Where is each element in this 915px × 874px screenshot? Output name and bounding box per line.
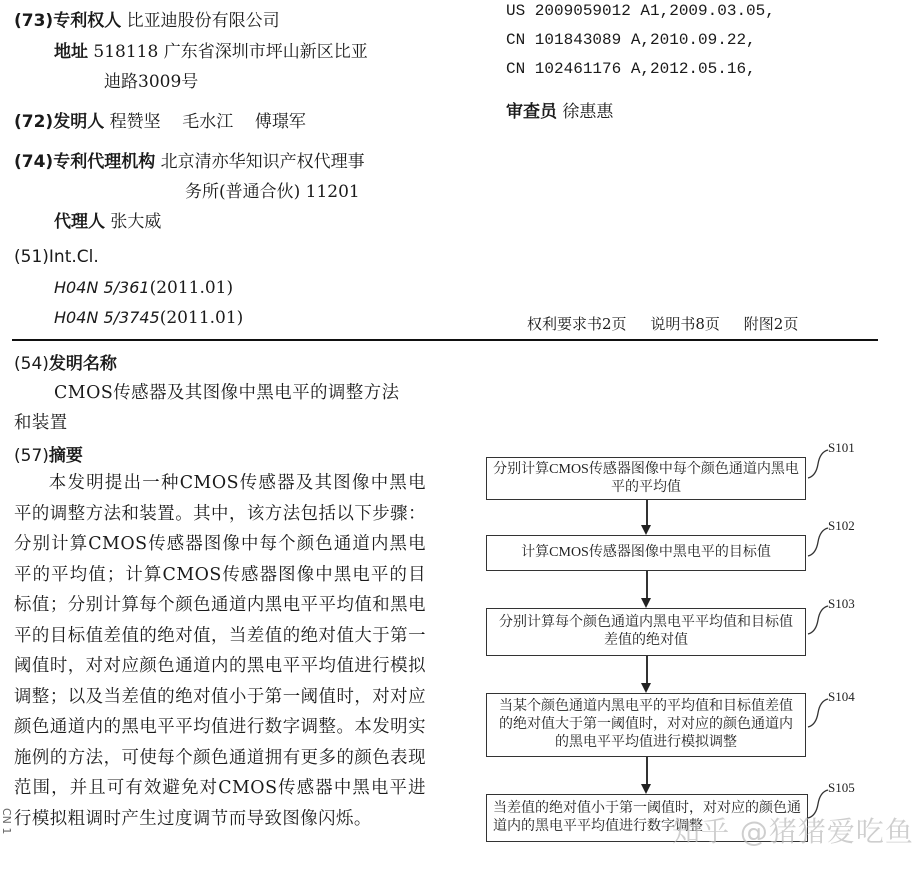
- flow-arrow-line: [646, 656, 648, 683]
- step-label-s102: S102: [828, 518, 855, 533]
- claims-pages: 权利要求书2页: [527, 315, 627, 333]
- title-heading: [14, 349, 117, 374]
- agent-label: 代理人: [54, 212, 105, 232]
- agent-row: [54, 207, 161, 232]
- intcl-date: (2011.01): [159, 308, 244, 328]
- examiner-row: [506, 97, 613, 122]
- abstract-code: (57): [14, 446, 49, 466]
- description-pages: 说明书8页: [650, 315, 720, 333]
- flow-step-s105: 当差值的绝对值小于第一阈值时，对对应的颜色通道内的黑电平平均值进行数字调整: [486, 794, 808, 842]
- reference-item: US 2009059012 A1,2009.03.05,: [506, 2, 775, 20]
- intcl-date: (2011.01): [149, 278, 234, 298]
- agency-row: [14, 147, 365, 172]
- abstract-heading: [14, 441, 83, 466]
- intcl-class: H04N 5/361: [54, 278, 150, 297]
- flow-step-s104: 当某个颜色通道内黑电平的平均值和目标值差值的绝对值大于第一阈值时，对对应的颜色通道内的黑电平平均值进行模拟调整: [486, 693, 806, 757]
- flow-step-s101: 分别计算CMOS传感器图像中每个颜色通道内黑电平的平均值: [486, 457, 806, 500]
- intcl-class: H04N 5/3745: [54, 308, 160, 327]
- inventor-name: 傅璟军: [254, 112, 306, 132]
- watermark: 知乎 @猪猪爱吃鱼: [672, 815, 914, 848]
- flow-arrow-line: [646, 757, 648, 784]
- address-row: [54, 37, 368, 62]
- agent-name: 张大威: [110, 212, 162, 232]
- agency-code: (74): [14, 152, 54, 172]
- title-label: 发明名称: [48, 354, 117, 374]
- drawings-pages: 附图2页: [743, 315, 799, 333]
- inventor-name: 程赞坚: [109, 112, 161, 132]
- address-label: 地址: [54, 42, 88, 62]
- intcl-row: [14, 247, 99, 267]
- inventor-name: 毛水江: [182, 112, 234, 132]
- inventors-row: [14, 107, 306, 132]
- address-line2: 迪路3009号: [104, 72, 199, 92]
- section-divider: [12, 339, 878, 341]
- arrow-down-icon: [641, 525, 651, 535]
- reference-item: CN 102461176 A,2012.05.16,: [506, 60, 756, 78]
- agency-label: 专利代理机构: [53, 152, 156, 172]
- title-code: (54): [14, 354, 49, 374]
- intcl-entry: [54, 308, 243, 328]
- bracket-connector-icon: [806, 695, 830, 731]
- page-counts: [527, 313, 798, 334]
- agency-line1: 北京清亦华知识产权代理事: [160, 152, 365, 172]
- bracket-connector-icon: [806, 524, 830, 560]
- intcl-entry: [54, 278, 233, 298]
- inventors-label: 发明人: [53, 112, 105, 132]
- flow-arrow-line: [646, 571, 648, 598]
- inventors-code: (72): [14, 112, 54, 132]
- address-line1: 518118 广东省深圳市坪山新区比亚: [93, 42, 368, 62]
- patentee-code: (73): [14, 11, 54, 31]
- intcl-label: Int.Cl.: [48, 247, 99, 267]
- abstract-text: 本发明提出一种CMOS传感器及其图像中黑电平的调整方法和装置。其中，该方法包括以下步骤：分别计算CMOS传感器图像中每个颜色通道内黑电平的平均值；计算CMOS传感器图像中黑电平的目标值；分别计算每个颜色通道内黑电平平均值和黑电平的目标值差值的绝对值，当差值的绝对值大于第一阈值时，对对应颜色通道内的黑电平平均值进行模拟调整；以及当差值的绝对值小于第一阈值时，对对应颜色通道内的黑电平平均值进行数字调整。本发明实施例的方法，可使每个颜色通道拥有更多的颜色表现范围，并且可有效避免对CMOS传感器中黑电平进行模拟粗调时产生过度调节而导致图像闪烁。: [14, 473, 426, 829]
- examiner-name: 徐惠惠: [562, 102, 614, 122]
- invention-title-line1: CMOS传感器及其图像中黑电平的调整方法: [54, 383, 400, 403]
- bracket-connector-icon: [806, 446, 830, 482]
- intcl-code: (51): [14, 247, 49, 267]
- agency-line2: 务所(普通合伙) 11201: [185, 182, 360, 202]
- arrow-down-icon: [641, 784, 651, 794]
- examiner-label: 审查员: [506, 102, 557, 122]
- arrow-down-icon: [641, 683, 651, 693]
- step-label-s104: S104: [828, 689, 855, 704]
- reference-item: CN 101843089 A,2010.09.22,: [506, 31, 756, 49]
- invention-title-line2: 和装置: [14, 413, 68, 433]
- edge-mark: CN 1: [0, 808, 13, 835]
- step-label-s101: S101: [828, 440, 855, 455]
- flow-step-s102: 计算CMOS传感器图像中黑电平的目标值: [486, 535, 806, 571]
- flow-step-s103: 分别计算每个颜色通道内黑电平平均值和目标值差值的绝对值: [486, 608, 806, 656]
- patentee-row: [14, 6, 280, 31]
- patentee-value: 比亚迪股份有限公司: [126, 11, 280, 31]
- step-label-s103: S103: [828, 596, 855, 611]
- abstract-label: 摘要: [48, 446, 83, 466]
- patentee-label: 专利权人: [53, 11, 122, 31]
- arrow-down-icon: [641, 598, 651, 608]
- bracket-connector-icon: [806, 602, 830, 638]
- step-label-s105: S105: [828, 780, 855, 795]
- flow-arrow-line: [646, 500, 648, 525]
